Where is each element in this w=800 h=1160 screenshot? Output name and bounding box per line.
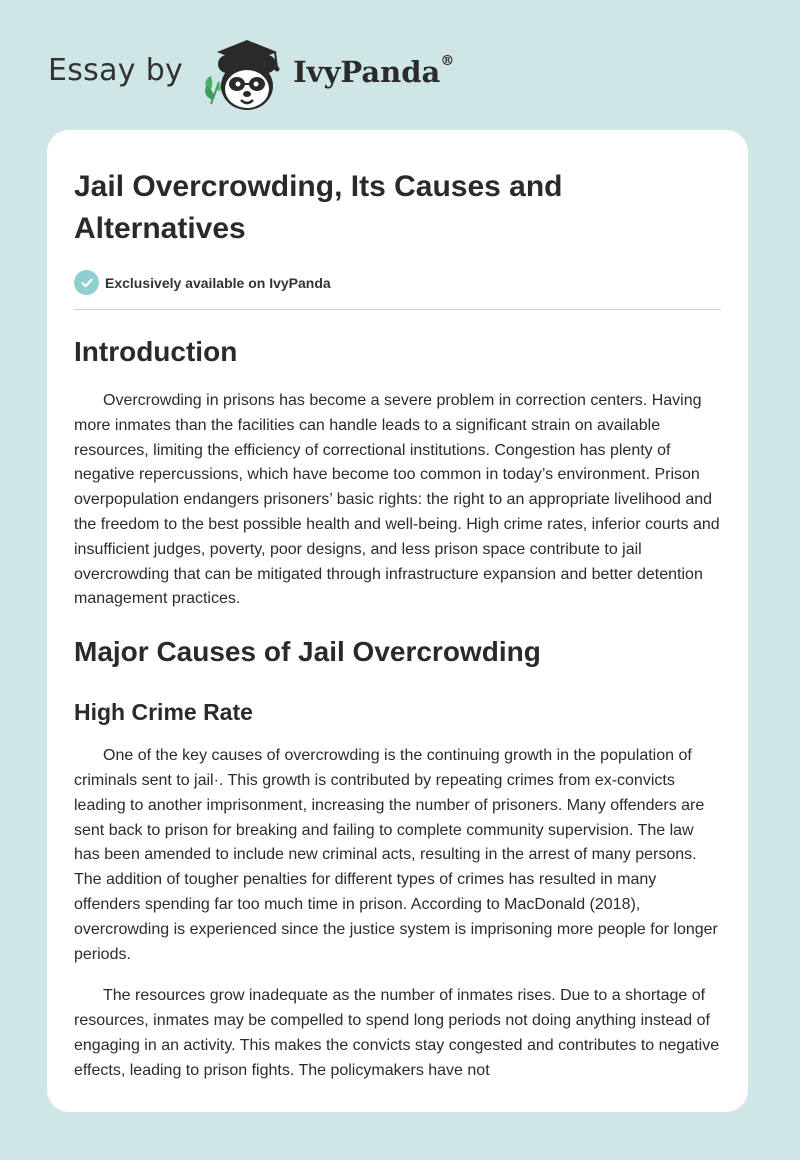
divider [74, 309, 721, 310]
exclusive-label: Exclusively available on IvyPanda [105, 274, 331, 291]
panda-graduate-icon[interactable] [197, 34, 289, 114]
essay-by-label: Essay by [48, 52, 184, 88]
brand-name[interactable]: IvyPanda® [293, 53, 455, 89]
site-header [48, 34, 454, 114]
section-heading-introduction: Introduction [74, 336, 238, 367]
exclusive-badge [74, 270, 721, 295]
check-circle-icon [74, 270, 99, 295]
paragraph: Overcrowding in prisons has become a severe problem in correction centers. Having more inmates than the facilities can handle leads to a significant strain on available resources, limiting the efficiency of correctional institutions. Congestion has plenty of negative repercussions, which have become too common in today’s environment. Prison overpopulation endangers prisoners’ basic rights: the right to an appropriate livelihood and the freedom to the best possible health and well-being. High crime rates, inferior courts and insufficient judges, poverty, poor designs, and less prison space contribute to jail overcrowding that can be mitigated through infrastructure expansion and better detention management practices. [74, 392, 720, 608]
essay-title: Jail Overcrowding, Its Causes and Alternatives [74, 170, 563, 245]
paragraph: One of the key causes of overcrowding is the continuing growth in the population of criminals sent to jail·. This growth is contributed by repeating crimes from ex-convicts leading to another imprisonment, increasing the number of prisoners. Many offenders are sent back to prison for breaking and failing to complete community supervision. The law has been amended to include new criminal acts, resulting in the arrest of many persons. The addition of tougher penalties for different types of crimes has resulted in many offenders spending far too much time in prison. According to MacDonald (2018), overcrowding is experienced since the justice system is imprisoning more people for longer periods. [74, 747, 718, 963]
subsection-heading-high-crime-rate: High Crime Rate [74, 699, 253, 726]
section-heading-major-causes: Major Causes of Jail Overcrowding [74, 636, 541, 668]
paragraph: The resources grow inadequate as the number of inmates rises. Due to a shortage of resources, inmates may be compelled to spend long periods not doing anything instead of engaging in an activity. This makes the convicts stay congested and contributes to negative effects, leading to prison fights. The policymakers have not [74, 987, 720, 1079]
registered-mark: ® [440, 53, 455, 69]
essay-card [47, 130, 748, 1112]
